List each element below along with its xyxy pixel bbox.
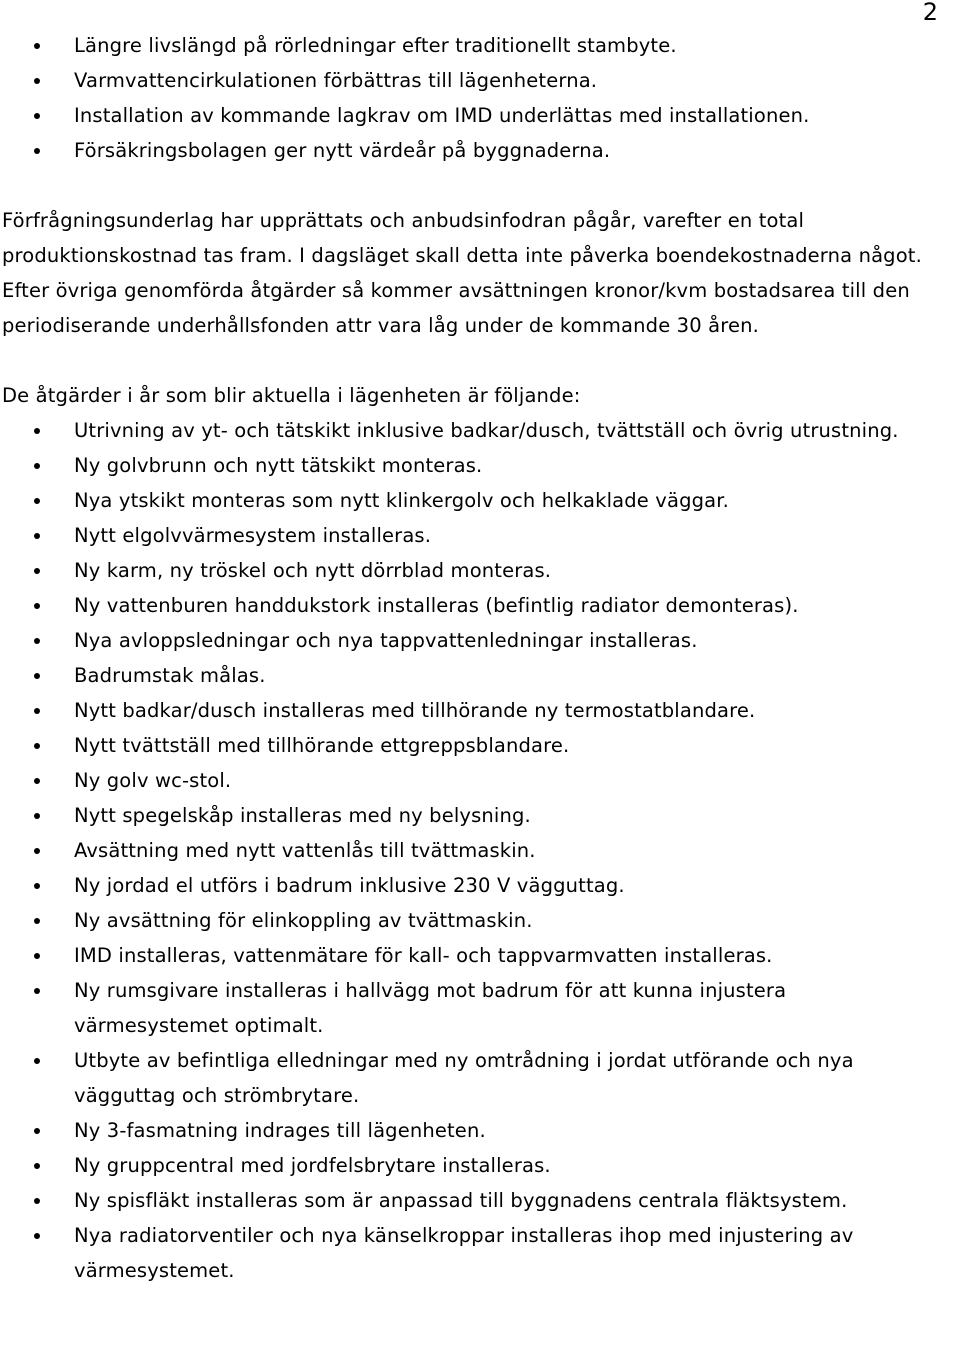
list-item-text: Varmvattencirkulationen förbättras till lägenheterna. bbox=[74, 69, 598, 92]
list-item-text: Nya radiatorventiler och nya känselkroppar installeras ihop med injustering av värmesystemet. bbox=[74, 1224, 854, 1282]
bullet-icon bbox=[34, 1163, 40, 1169]
bullet-icon bbox=[34, 813, 40, 819]
list-item bbox=[0, 588, 960, 623]
bullet-icon bbox=[34, 428, 40, 434]
bullet-icon bbox=[34, 708, 40, 714]
measures-list bbox=[0, 413, 960, 1288]
list-item-text: Längre livslängd på rörledningar efter traditionellt stambyte. bbox=[74, 34, 677, 57]
list-item-text: IMD installeras, vattenmätare för kall- och tappvarmvatten installeras. bbox=[74, 944, 773, 967]
list-item bbox=[0, 1218, 960, 1288]
list-item-text: Ny golvbrunn och nytt tätskikt monteras. bbox=[74, 454, 483, 477]
bullet-icon bbox=[34, 778, 40, 784]
list-item-text: Nya avloppsledningar och nya tappvattenledningar installeras. bbox=[74, 629, 698, 652]
bullet-icon bbox=[34, 1198, 40, 1204]
list-item bbox=[0, 833, 960, 868]
list-item bbox=[0, 1148, 960, 1183]
list-item-text: Ny rumsgivare installeras i hallvägg mot badrum för att kunna injustera värmesystemet optimalt. bbox=[74, 979, 787, 1037]
list-item bbox=[0, 1183, 960, 1218]
list-item-text: Ny gruppcentral med jordfelsbrytare installeras. bbox=[74, 1154, 551, 1177]
list-item-text: Badrumstak målas. bbox=[74, 664, 266, 687]
list-item bbox=[0, 483, 960, 518]
list-item-text: Ny golv wc-stol. bbox=[74, 769, 232, 792]
measures-heading: De åtgärder i år som blir aktuella i lägenheten är följande: bbox=[2, 384, 581, 407]
list-item-text: Nytt tvättställ med tillhörande ettgreppsblandare. bbox=[74, 734, 570, 757]
list-item bbox=[0, 63, 960, 98]
bullet-icon bbox=[34, 113, 40, 119]
list-item-text: Ny vattenburen handdukstork installeras (befintlig radiator demonteras). bbox=[74, 594, 799, 617]
list-item bbox=[0, 518, 960, 553]
bullet-icon bbox=[34, 43, 40, 49]
list-item bbox=[0, 693, 960, 728]
list-item bbox=[0, 658, 960, 693]
list-item-text: Ny avsättning för elinkoppling av tvättmaskin. bbox=[74, 909, 533, 932]
list-item-text: Nya ytskikt monteras som nytt klinkergolv och helkaklade väggar. bbox=[74, 489, 729, 512]
list-item bbox=[0, 728, 960, 763]
document-body bbox=[0, 28, 960, 1288]
list-item bbox=[0, 28, 960, 63]
bullet-icon bbox=[34, 1058, 40, 1064]
list-item bbox=[0, 133, 960, 168]
list-item-text: Ny 3-fasmatning indrages till lägenheten. bbox=[74, 1119, 486, 1142]
list-item-text: Ny karm, ny tröskel och nytt dörrblad monteras. bbox=[74, 559, 552, 582]
bullet-icon bbox=[34, 148, 40, 154]
list-item bbox=[0, 448, 960, 483]
bullet-icon bbox=[34, 78, 40, 84]
list-item-text: Nytt spegelskåp installeras med ny belysning. bbox=[74, 804, 531, 827]
list-item-text: Nytt elgolvvärmesystem installeras. bbox=[74, 524, 432, 547]
list-item-text: Avsättning med nytt vattenlås till tvättmaskin. bbox=[74, 839, 536, 862]
list-item bbox=[0, 798, 960, 833]
bullet-icon bbox=[34, 638, 40, 644]
bullet-icon bbox=[34, 673, 40, 679]
list-item-text: Installation av kommande lagkrav om IMD underlättas med installationen. bbox=[74, 104, 810, 127]
list-item bbox=[0, 553, 960, 588]
list-item bbox=[0, 868, 960, 903]
bullet-icon bbox=[34, 603, 40, 609]
list-item bbox=[0, 973, 960, 1043]
list-item-text: Utrivning av yt- och tätskikt inklusive badkar/dusch, tvättställ och övrig utrustning. bbox=[74, 419, 899, 442]
bullet-icon bbox=[34, 988, 40, 994]
bullet-icon bbox=[34, 1233, 40, 1239]
bullet-icon bbox=[34, 743, 40, 749]
bullet-icon bbox=[34, 498, 40, 504]
benefits-list bbox=[0, 28, 960, 168]
bullet-icon bbox=[34, 848, 40, 854]
list-item bbox=[0, 623, 960, 658]
bullet-icon bbox=[34, 568, 40, 574]
paragraph-fund: Efter övriga genomförda åtgärder så kommer avsättningen kronor/kvm bostadsarea till den periodiserande underhållsfonden attr vara låg under de kommande 30 åren. bbox=[2, 279, 910, 337]
list-item bbox=[0, 1113, 960, 1148]
bullet-icon bbox=[34, 953, 40, 959]
list-item bbox=[0, 903, 960, 938]
list-item-text: Ny jordad el utförs i badrum inklusive 230 V vägguttag. bbox=[74, 874, 625, 897]
bullet-icon bbox=[34, 883, 40, 889]
list-item bbox=[0, 413, 960, 448]
list-item bbox=[0, 938, 960, 973]
list-item bbox=[0, 763, 960, 798]
list-item bbox=[0, 98, 960, 133]
bullet-icon bbox=[34, 463, 40, 469]
list-item-text: Utbyte av befintliga elledningar med ny omtrådning i jordat utförande och nya vägguttag och strömbrytare. bbox=[74, 1049, 854, 1107]
list-item-text: Nytt badkar/dusch installeras med tillhörande ny termostatblandare. bbox=[74, 699, 756, 722]
page-number: 2 bbox=[922, 0, 938, 26]
list-item-text: Försäkringsbolagen ger nytt värdeår på byggnaderna. bbox=[74, 139, 611, 162]
list-item bbox=[0, 1043, 960, 1113]
bullet-icon bbox=[34, 918, 40, 924]
bullet-icon bbox=[34, 1128, 40, 1134]
list-item-text: Ny spisfläkt installeras som är anpassad till byggnadens centrala fläktsystem. bbox=[74, 1189, 848, 1212]
paragraph-tender: Förfrågningsunderlag har upprättats och anbudsinfodran pågår, varefter en total produktionskostnad tas fram. I dagsläget skall detta inte påverka boendekostnaderna något. bbox=[2, 209, 922, 267]
bullet-icon bbox=[34, 533, 40, 539]
